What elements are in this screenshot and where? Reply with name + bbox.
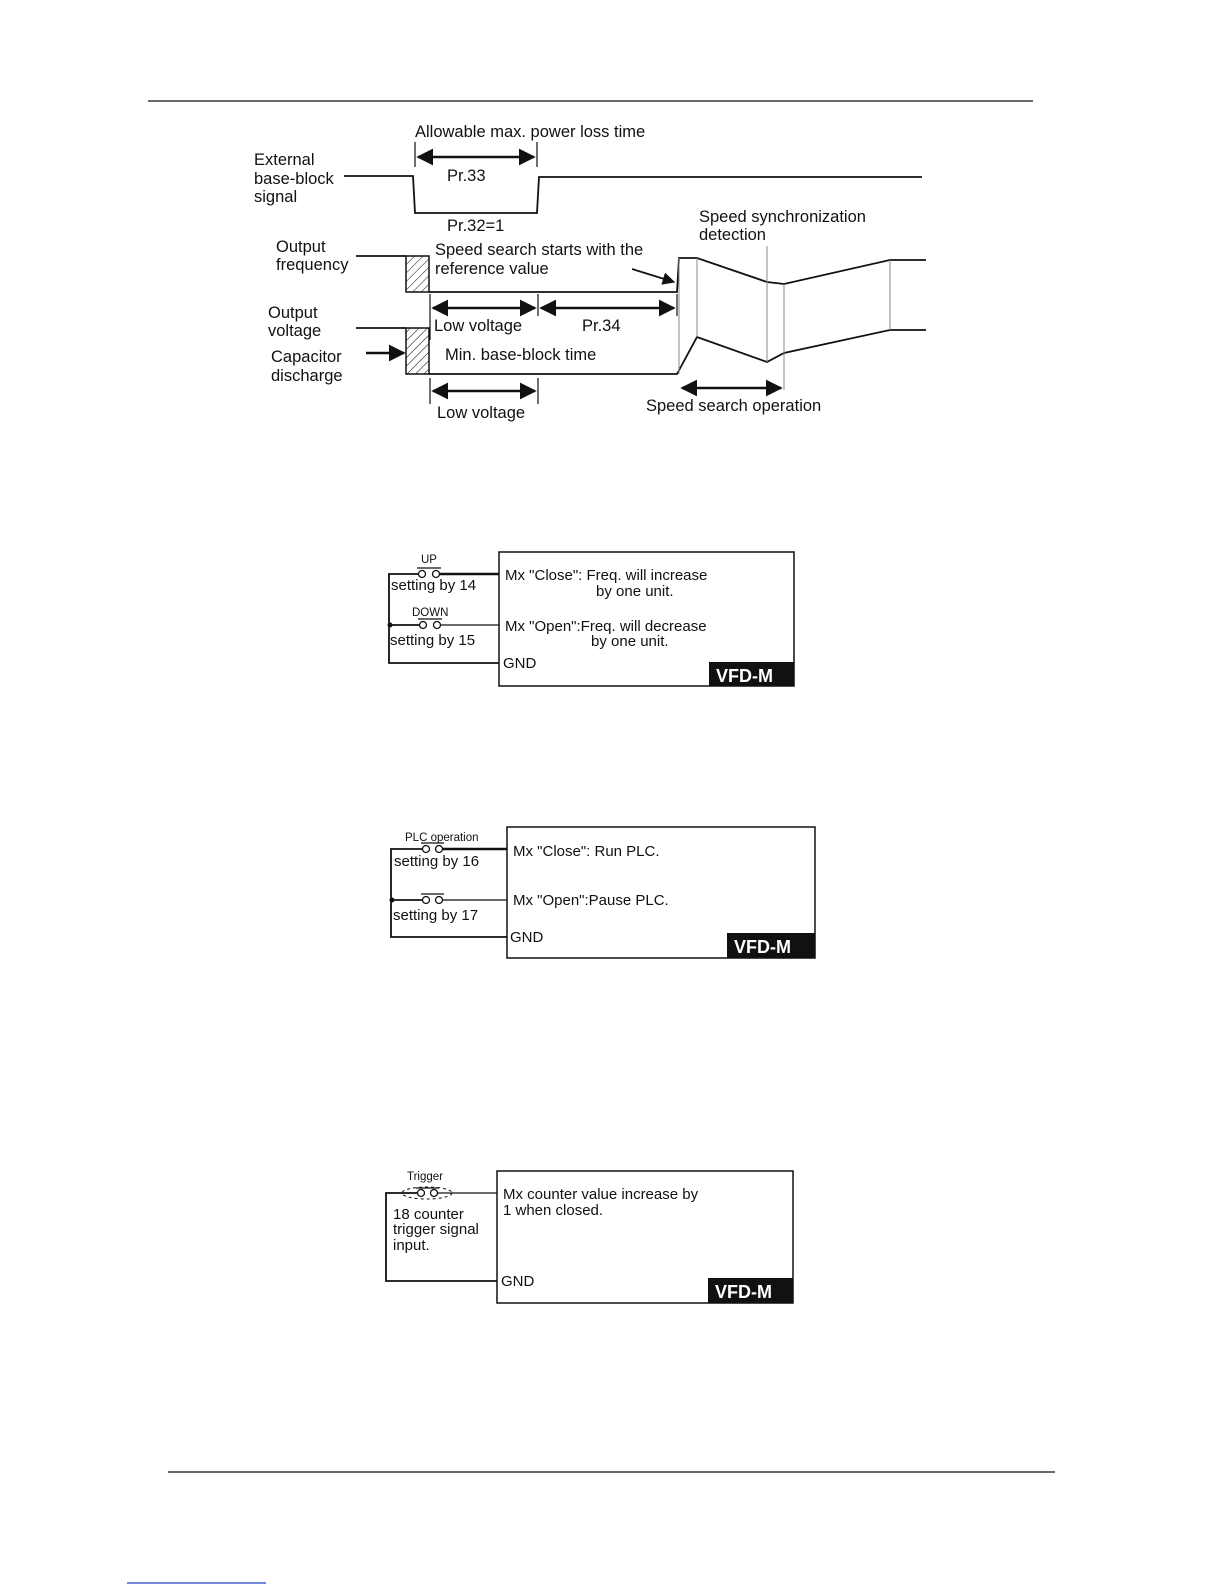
trigger-contact-left: [418, 1190, 425, 1197]
min-baseblock-label: Min. base-block time: [445, 346, 597, 364]
freq-hatch-block: [406, 256, 429, 292]
trigger-gnd: GND: [501, 1273, 535, 1290]
trigger-diagram: [386, 1171, 793, 1303]
pr34-label: Pr.34: [582, 317, 621, 335]
updown-diagram: [388, 552, 795, 686]
output-voltage-label-1: Output: [268, 304, 318, 322]
low-voltage-label-2: Low voltage: [437, 404, 526, 422]
capacitor-label-1: Capacitor: [271, 348, 342, 366]
down-contact-left: [420, 622, 427, 629]
speed-search-start-label-1: Speed search starts with the: [435, 241, 644, 259]
plc-open-text: Mx "Open":Pause PLC.: [513, 892, 669, 909]
pr33-label: Pr.33: [447, 167, 486, 185]
plc-diagram: [390, 827, 816, 958]
output-voltage-label-2: voltage: [268, 322, 322, 340]
pause-contact-left: [423, 897, 430, 904]
capacitor-label-2: discharge: [271, 367, 343, 385]
counter-text-1: 18 counter: [393, 1206, 464, 1223]
ext-signal-label-1: External: [254, 151, 315, 169]
setting16-label: setting by 16: [394, 853, 480, 870]
updown-open-line2: by one unit.: [591, 633, 669, 650]
down-contact-right: [434, 622, 441, 629]
low-voltage-label-1: Low voltage: [434, 317, 523, 335]
setting17-label: setting by 17: [393, 907, 479, 924]
speed-search-start-label-2: reference value: [435, 260, 549, 278]
timing-diagram: [254, 123, 926, 422]
plc-close-text: Mx "Close": Run PLC.: [513, 843, 660, 860]
output-freq-label-2: frequency: [276, 256, 349, 274]
speed-search-op-label: Speed search operation: [646, 397, 822, 415]
updown-open-line1: Mx "Open":Freq. will decrease: [505, 618, 707, 635]
trigger-contact-right: [431, 1190, 438, 1197]
trigger-label: Trigger: [407, 1171, 443, 1183]
output-freq-label-1: Output: [276, 238, 326, 256]
updown-close-line1: Mx "Close": Freq. will increase: [505, 567, 708, 584]
speed-sync-label-2: detection: [699, 226, 766, 244]
updown-close-line2: by one unit.: [596, 583, 674, 600]
setting14-label: setting by 14: [391, 577, 477, 594]
ext-signal-label-2: base-block: [254, 170, 334, 188]
allowable-label: Allowable max. power loss time: [415, 123, 646, 141]
ext-signal-label-3: signal: [254, 188, 298, 206]
speed-search-start-arrow: [632, 269, 674, 282]
updown-brand: VFD-M: [716, 666, 773, 686]
speed-sync-label-1: Speed synchronization: [699, 208, 866, 226]
plc-contact-left: [423, 846, 430, 853]
counter-text-3: input.: [393, 1237, 430, 1254]
trigger-desc-line1: Mx counter value increase by: [503, 1186, 699, 1203]
counter-text-2: trigger signal: [393, 1221, 479, 1238]
updown-gnd: GND: [503, 655, 537, 672]
plc-contact-right: [436, 846, 443, 853]
pr32-label: Pr.32=1: [447, 217, 505, 235]
down-label: DOWN: [412, 607, 449, 619]
trigger-desc-line2: 1 when closed.: [503, 1202, 604, 1219]
trigger-brand: VFD-M: [715, 1282, 772, 1302]
voltage-hatch-block: [406, 328, 429, 374]
plc-operation-label: PLC operation: [405, 832, 479, 844]
up-label: UP: [421, 554, 437, 566]
plc-brand: VFD-M: [734, 937, 791, 957]
plc-gnd: GND: [510, 929, 544, 946]
pause-contact-right: [436, 897, 443, 904]
setting15-label: setting by 15: [390, 632, 476, 649]
